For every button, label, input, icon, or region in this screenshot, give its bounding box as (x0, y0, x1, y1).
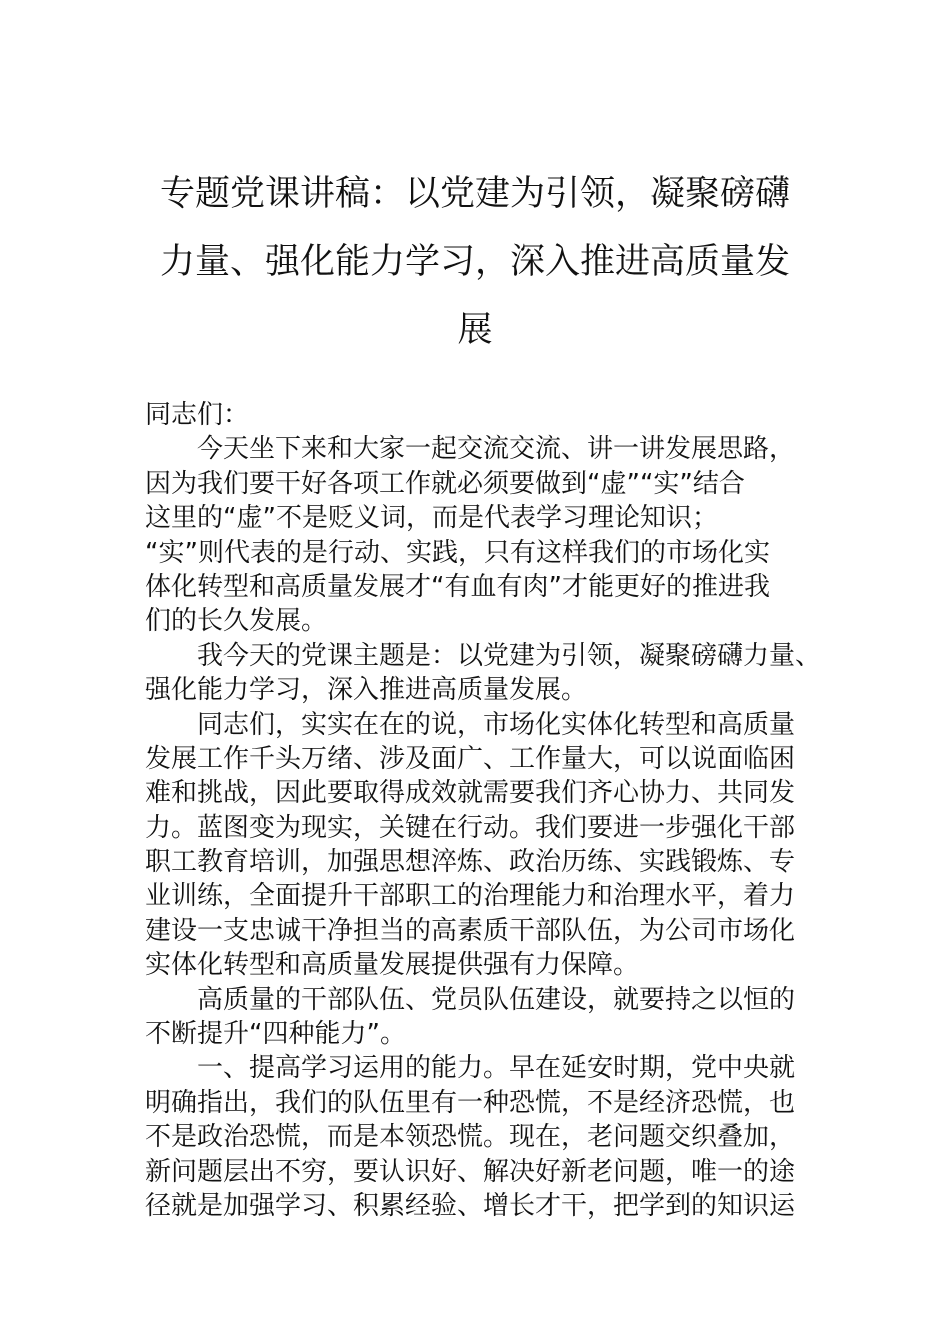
title-line: 专题党课讲稿：以党建为引领，凝聚磅礴 (159, 174, 790, 214)
body-line: 同志们： (145, 400, 250, 430)
body-line: 强化能力学习，深入推进高质量发展。 (145, 675, 588, 706)
title-line: 展 (457, 310, 493, 350)
body-line: 业训练，全面提升干部职工的治理能力和治理水平，着力 (145, 881, 796, 912)
document-body (145, 398, 845, 1223)
body-line: 因为我们要干好各项工作就必须要做到“虚”“实”结合 (145, 468, 745, 499)
body-line: 建设一支忠诚干净担当的高素质干部队伍，为公司市场化 (145, 915, 796, 946)
body-line: 新问题层出不穷，要认识好、解决好新老问题，唯一的途 (145, 1156, 796, 1187)
body-line: 们的长久发展。 (145, 606, 328, 637)
body-line: 高质量的干部队伍、党员队伍建设，就要持之以恒的 (197, 984, 796, 1015)
body-line: 发展工作千头万绪、涉及面广、工作量大，可以说面临困 (145, 743, 796, 774)
document-title (130, 160, 820, 364)
body-line: 一、提高学习运用的能力。早在延安时期，党中央就 (197, 1053, 796, 1084)
body-line: 难和挑战，因此要取得成效就需要我们齐心协力、共同发 (145, 778, 796, 809)
body-line: 这里的“虚”不是贬义词，而是代表学习理论知识； (145, 503, 718, 534)
body-line: 今天坐下来和大家一起交流交流、讲一讲发展思路， (197, 434, 796, 465)
body-line: 体化转型和高质量发展才“有血有肉”才能更好的推进我 (145, 571, 770, 602)
body-line: 不是政治恐慌，而是本领恐慌。现在，老问题交织叠加， (145, 1122, 796, 1153)
body-line: 实体化转型和高质量发展提供强有力保障。 (145, 950, 640, 981)
body-line: 明确指出，我们的队伍里有一种恐慌，不是经济恐慌，也 (145, 1087, 796, 1118)
body-line: 不断提升“四种能力”。 (145, 1019, 406, 1050)
body-line: 同志们，实实在在的说，市场化实体化转型和高质量 (197, 709, 796, 740)
body-line: 径就是加强学习、积累经验、增长才干，把学到的知识运 (145, 1190, 796, 1221)
body-line: “实”则代表的是行动、实践，只有这样我们的市场化实 (145, 537, 770, 568)
body-line: 力。蓝图变为现实，关键在行动。我们要进一步强化干部 (145, 812, 796, 843)
body-line: 职工教育培训，加强思想淬炼、政治历练、实践锻炼、专 (145, 847, 796, 878)
title-line: 力量、强化能力学习，深入推进高质量发 (159, 242, 790, 282)
body-line: 我今天的党课主题是：以党建为引领，凝聚磅礴力量、 (197, 640, 822, 671)
